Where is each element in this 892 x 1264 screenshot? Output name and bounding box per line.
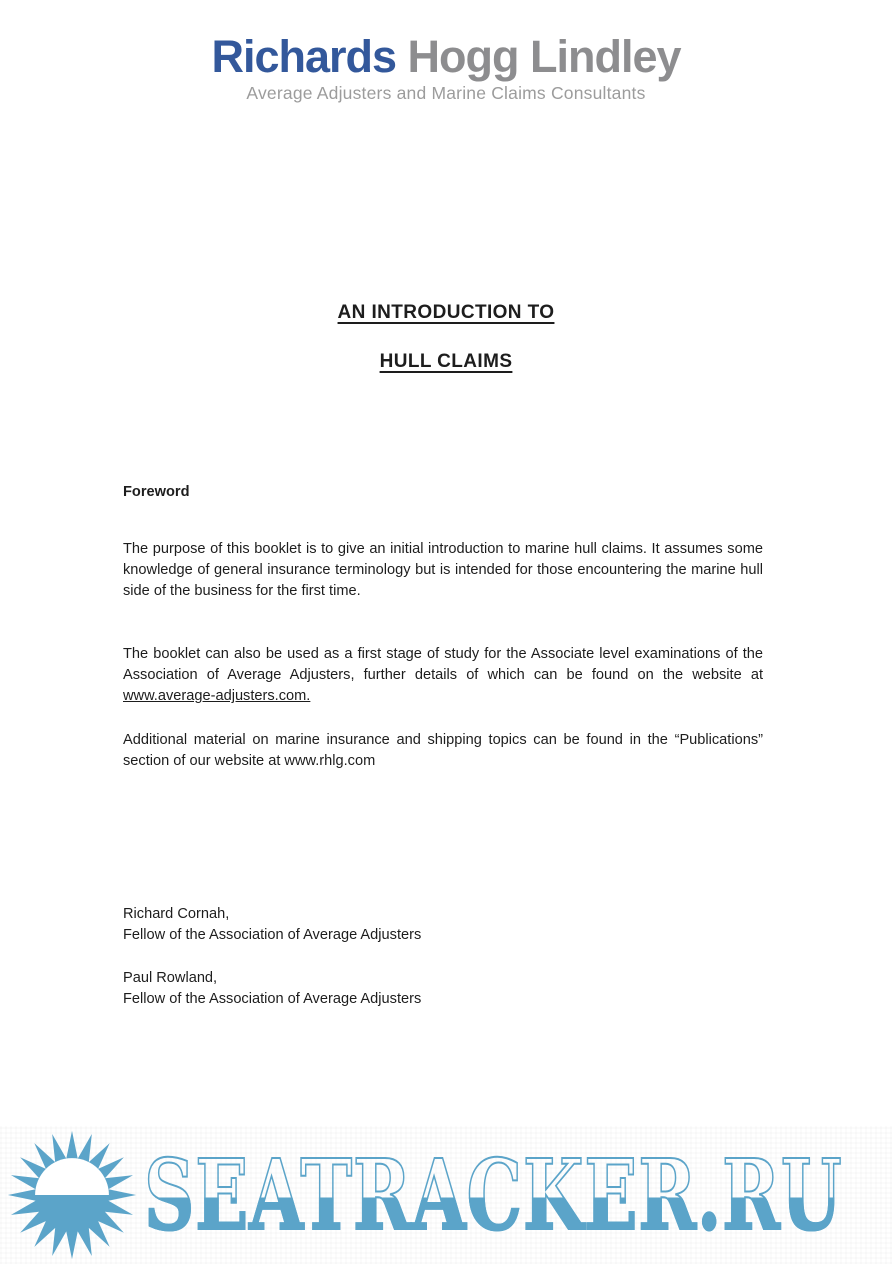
title-line-1: AN INTRODUCTION TO bbox=[337, 302, 555, 323]
signature-title: Fellow of the Association of Average Adjusters bbox=[123, 927, 422, 944]
title-line-2: HULL CLAIMS bbox=[379, 351, 513, 372]
foreword-paragraph-2 bbox=[123, 644, 763, 708]
signature-name: Paul Rowland, bbox=[123, 970, 218, 986]
company-tagline: Average Adjusters and Marine Claims Consultants bbox=[246, 83, 646, 104]
signature-block-richard-cornah bbox=[123, 904, 763, 947]
document-title bbox=[0, 303, 892, 372]
sun-over-sea-icon bbox=[4, 1127, 140, 1263]
foreword-paragraph-3: Additional material on marine insurance and shipping topics can be found in the “Publications” section of our website at www.rhlg.com bbox=[123, 731, 763, 769]
foreword-paragraph-1: The purpose of this booklet is to give an initial introduction to marine hull claims. It assumes some knowledge of general insurance terminology but is intended for those encountering the marine hull side of the business for the first time. bbox=[123, 540, 763, 600]
foreword-heading: Foreword bbox=[123, 484, 190, 500]
watermark-text: SEATRACKER.RU bbox=[144, 1137, 843, 1252]
logo-text-richards: Richards bbox=[211, 31, 397, 82]
logo-text-hogg-lindley: Hogg Lindley bbox=[396, 31, 681, 82]
signature-block-paul-rowland bbox=[123, 968, 763, 1011]
paragraph-2-text: The booklet can also be used as a first stage of study for the Associate level examinations of the Association of Average Adjusters, further details of which can be found on the website at bbox=[123, 645, 763, 683]
signature-title: Fellow of the Association of Average Adjusters bbox=[123, 991, 422, 1008]
average-adjusters-link[interactable]: www.average-adjusters.com. bbox=[123, 688, 311, 705]
company-logo bbox=[0, 33, 892, 104]
signature-name: Richard Cornah, bbox=[123, 906, 230, 922]
company-logo-wordmark bbox=[0, 33, 892, 80]
seatracker-watermark bbox=[0, 1126, 892, 1264]
